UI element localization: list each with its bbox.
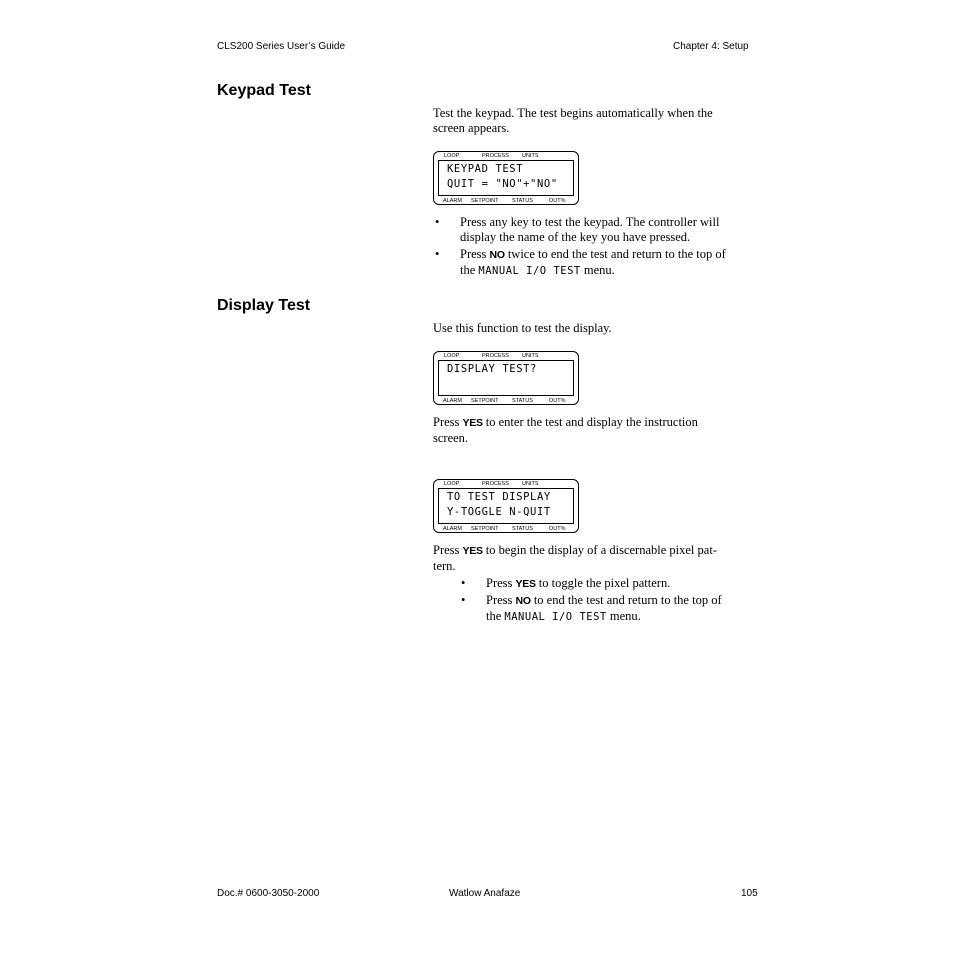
lcd-screen [438, 360, 574, 396]
header-doc-title: CLS200 Series User’s Guide [217, 41, 346, 52]
lcd-label-out: OUT% [549, 526, 566, 532]
text: screen. [433, 431, 469, 445]
text: menu. [580, 263, 615, 277]
display-intro: Use this function to test the display. [433, 321, 612, 335]
keypad-bullet-1-line1: Press any key to test the keypad. The controller will [460, 215, 720, 229]
keypad-bullet-2 [460, 247, 726, 279]
text: the [460, 263, 479, 277]
display-para-1 [433, 415, 698, 446]
keypad-intro [433, 106, 713, 136]
text: Press [486, 576, 516, 590]
lcd-label-process: PROCESS [482, 353, 509, 359]
key-no: NO [489, 249, 505, 261]
text: tern. [433, 559, 456, 573]
text: menu. [606, 609, 641, 623]
display-bullet-2 [486, 593, 722, 625]
text: to end the test and return to the top of [530, 593, 722, 607]
lcd-display-test [433, 351, 579, 405]
lcd-line-1: TO TEST DISPLAY [447, 491, 551, 503]
lcd-label-out: OUT% [549, 398, 566, 404]
section-heading-display-test: Display Test [217, 297, 311, 314]
lcd-display-instruction [433, 479, 579, 533]
lcd-label-setpoint: SETPOINT [471, 526, 499, 532]
lcd-label-setpoint: SETPOINT [471, 398, 499, 404]
lcd-label-process: PROCESS [482, 153, 509, 159]
text: to toggle the pixel pattern. [535, 576, 671, 590]
footer-page-number: 105 [741, 888, 758, 899]
text: to enter the test and display the instruction [482, 415, 698, 429]
lcd-line-1: DISPLAY TEST? [447, 363, 537, 375]
lcd-label-process: PROCESS [482, 481, 509, 487]
key-no: NO [515, 595, 531, 607]
lcd-line-2: Y-TOGGLE N-QUIT [447, 506, 551, 518]
keypad-bullet-1 [460, 215, 719, 245]
lcd-screen [438, 488, 574, 524]
footer-doc-number: Doc.# 0600-3050-2000 [217, 888, 320, 899]
text: twice to end the test and return to the top of [504, 247, 726, 261]
header-chapter: Chapter 4: Setup [673, 41, 749, 52]
lcd-label-units: UNITS [522, 481, 539, 487]
lcd-label-alarm: ALARM [443, 526, 462, 532]
bullet-marker: • [435, 247, 440, 261]
key-yes: YES [462, 545, 483, 557]
lcd-label-loop: LOOP [444, 481, 460, 487]
lcd-line-1: KEYPAD TEST [447, 163, 524, 175]
menu-name-manual-io-test: MANUAL I/O TEST [504, 611, 607, 623]
bullet-marker: • [461, 576, 466, 590]
display-para-2 [433, 543, 717, 574]
text: to begin the display of a discernable pixel pat- [482, 543, 717, 557]
text: Press [433, 415, 463, 429]
lcd-line-2: QUIT = "NO"+"NO" [447, 178, 558, 190]
key-yes: YES [515, 578, 536, 590]
lcd-label-status: STATUS [512, 198, 533, 204]
keypad-intro-line2: screen appears. [433, 121, 510, 135]
lcd-keypad-test [433, 151, 579, 205]
key-yes: YES [462, 417, 483, 429]
keypad-intro-line1: Test the keypad. The test begins automatically when the [433, 106, 713, 120]
section-heading-keypad-test: Keypad Test [217, 82, 311, 99]
bullet-marker: • [435, 215, 440, 229]
lcd-label-out: OUT% [549, 198, 566, 204]
text: the [486, 609, 505, 623]
lcd-label-setpoint: SETPOINT [471, 198, 499, 204]
text: Press [460, 247, 490, 261]
lcd-label-status: STATUS [512, 398, 533, 404]
lcd-label-alarm: ALARM [443, 398, 462, 404]
bullet-marker: • [461, 593, 466, 607]
lcd-label-alarm: ALARM [443, 198, 462, 204]
lcd-label-status: STATUS [512, 526, 533, 532]
footer-company: Watlow Anafaze [449, 888, 521, 899]
lcd-screen [438, 160, 574, 196]
lcd-label-loop: LOOP [444, 353, 460, 359]
keypad-bullet-1-line2: display the name of the key you have pressed. [460, 230, 691, 244]
lcd-label-units: UNITS [522, 153, 539, 159]
lcd-label-units: UNITS [522, 353, 539, 359]
text: Press [433, 543, 463, 557]
display-bullet-1 [486, 576, 670, 592]
text: Press [486, 593, 516, 607]
menu-name-manual-io-test: MANUAL I/O TEST [478, 265, 581, 277]
lcd-label-loop: LOOP [444, 153, 460, 159]
